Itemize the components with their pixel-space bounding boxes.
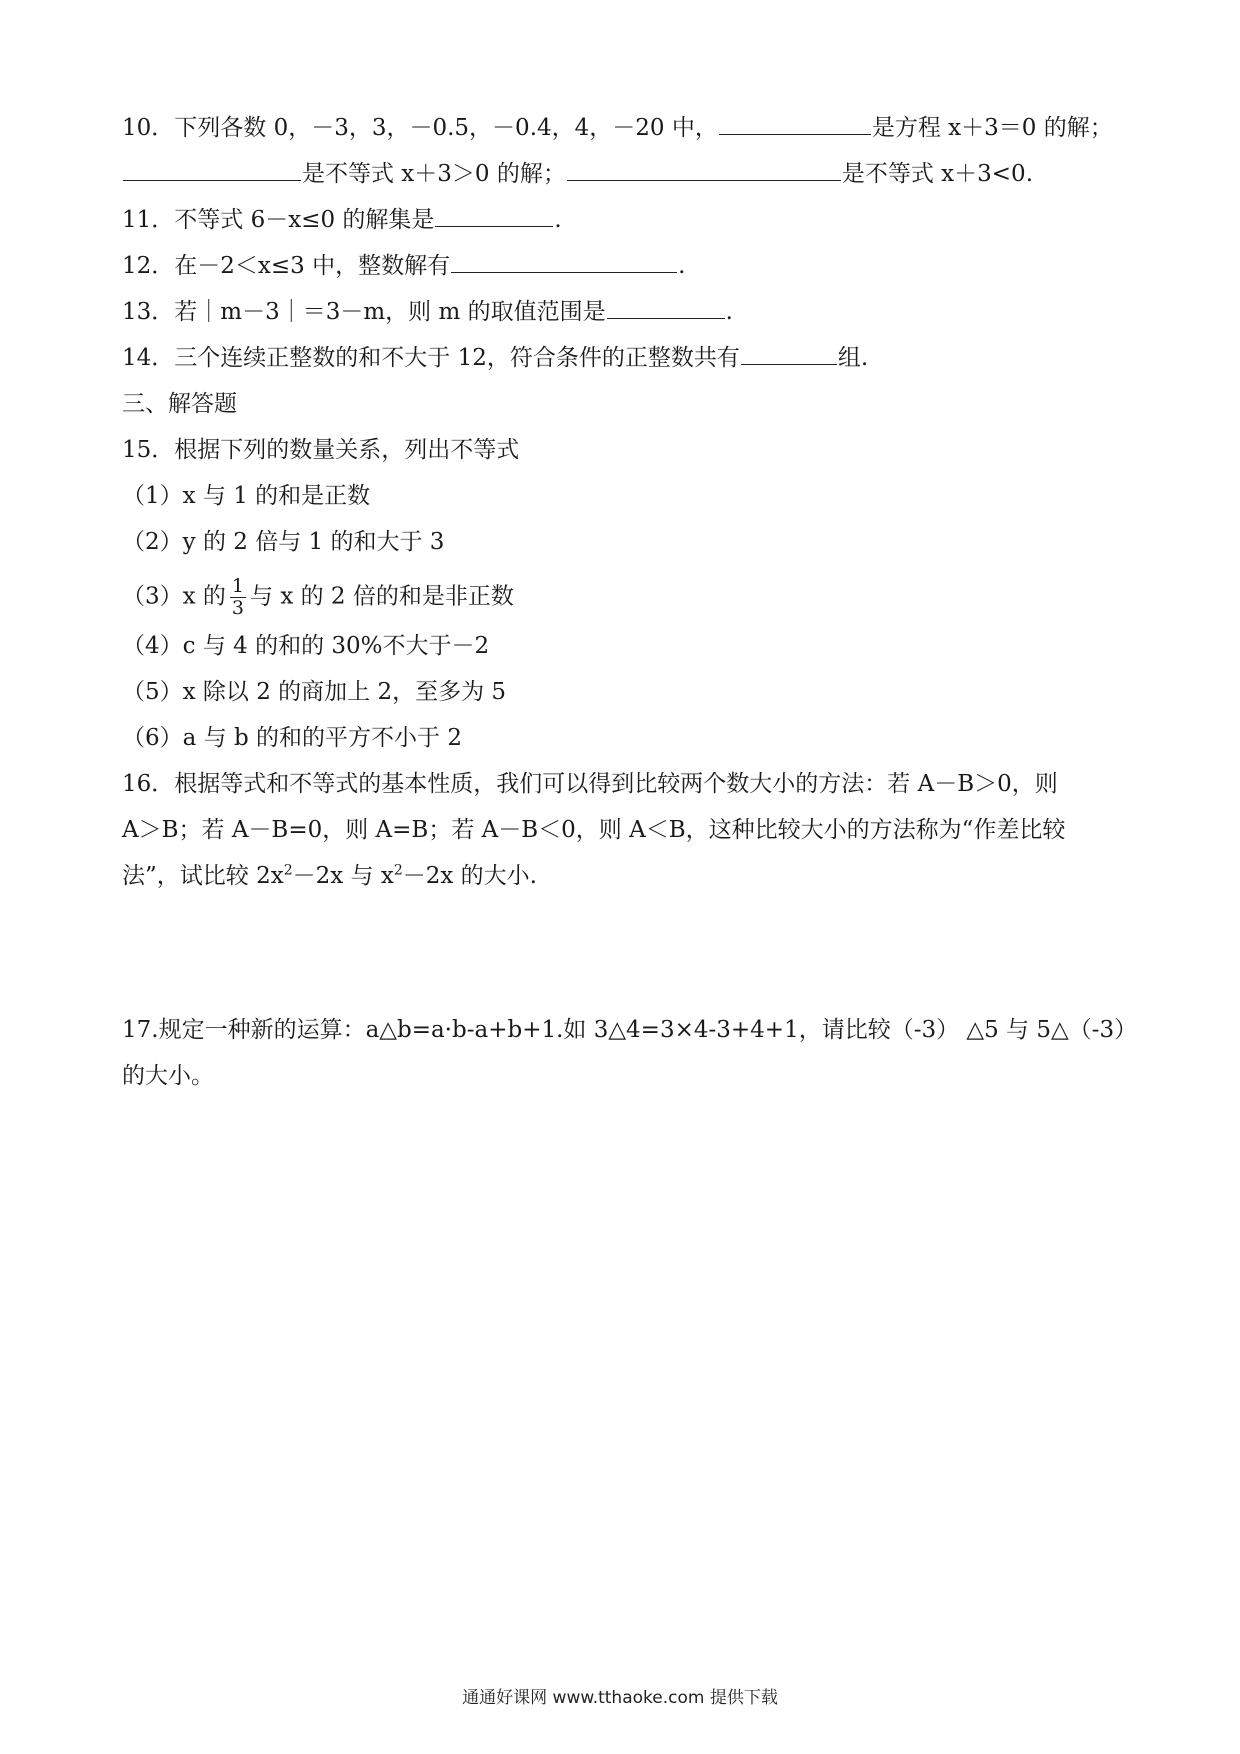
question-15-item-4: （4）c 与 4 的和的 30%不大于－2 — [122, 633, 490, 659]
question-15-item-6: （6）a 与 b 的和的平方不小于 2 — [122, 725, 462, 751]
question-10-line-1: 10．下列各数 0，－3，3，－0.5，－0.4，4，－20 中， 是方程 x＋3＝0 的解； — [122, 112, 1113, 144]
question-15-item-2: （2）y 的 2 倍与 1 的和大于 3 — [122, 529, 445, 555]
question-17-line-1: 17.规定一种新的运算：a△b=a·b-a+b+1.如 3△4=3×4-3+4+1，请比较（-3） △5 与 5△（-3） — [122, 1017, 1138, 1043]
question-13: 13．若｜m－3｜＝3－m，则 m 的取值范围是 . — [122, 296, 733, 328]
question-16-line-3: 法”，试比较 $2x^2-2x$ 与 $x^2-2x$ 的大小. — [122, 862, 537, 889]
question-15-item-3: （3）x 的 $\frac{1}{3}$ 与 x 的 2 倍的和是非正数 — [122, 575, 514, 619]
fraction-one-third: $\frac{1}{3}$ — [231, 575, 245, 619]
question-10-line-2: 是不等式 x＋3＞0 的解； 是不等式 x＋3<0. — [122, 158, 1033, 190]
question-15-stem: 15．根据下列的数量关系，列出不等式 — [122, 437, 520, 463]
question-16-line-1: 16．根据等式和不等式的基本性质，我们可以得到比较两个数大小的方法：若 A－B＞0，则 — [122, 771, 1058, 797]
answer-blank — [567, 158, 841, 181]
answer-blank — [719, 112, 871, 135]
question-15-item-1: （1）x 与 1 的和是正数 — [122, 483, 371, 509]
question-17-line-2: 的大小。 — [122, 1063, 214, 1089]
answer-blank — [435, 204, 553, 227]
question-15-item-5: （5）x 除以 2 的商加上 2，至多为 5 — [122, 679, 507, 705]
question-16-line-2: A＞B；若 A－B=0，则 A=B；若 A－B＜0，则 A＜B，这种比较大小的方法称为“作差比较 — [122, 817, 1066, 843]
question-12: 12．在－2＜x≤3 中，整数解有 . — [122, 250, 685, 282]
answer-blank — [607, 296, 725, 319]
page-footer: 通通好课网 www.tthaoke.com 提供下载 — [462, 1688, 778, 1708]
answer-blank — [123, 158, 301, 181]
section-heading: 三、解答题 — [122, 391, 237, 417]
question-11: 11．不等式 6－x≤0 的解集是 . — [122, 204, 562, 236]
answer-blank — [741, 342, 837, 365]
question-14: 14．三个连续正整数的和不大于 12，符合条件的正整数共有 组. — [122, 342, 868, 374]
answer-blank — [451, 250, 677, 273]
